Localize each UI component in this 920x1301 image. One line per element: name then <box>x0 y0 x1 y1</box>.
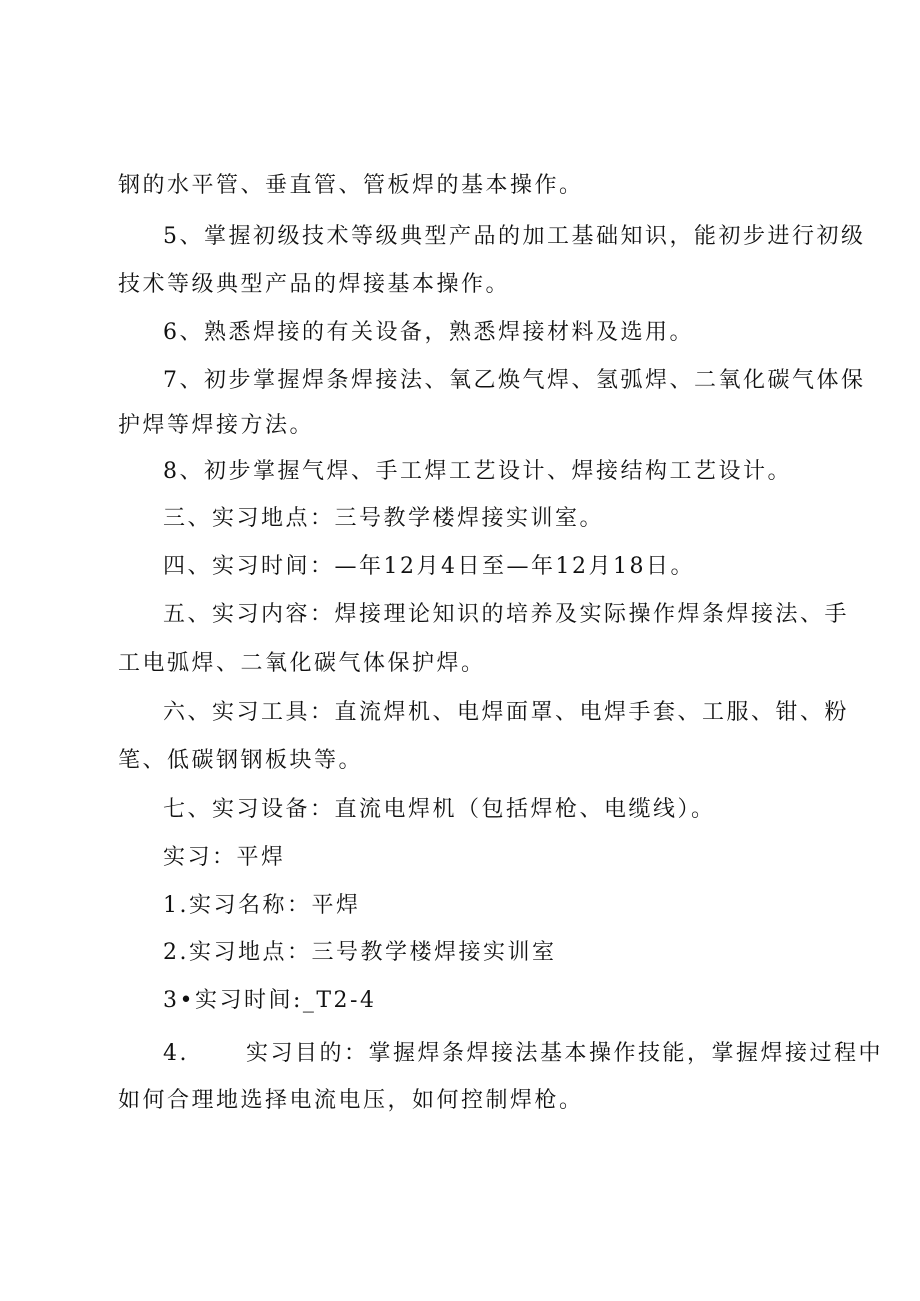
text-line: 技术等级典型产品的焊接基本操作。 <box>118 272 511 297</box>
text-line: 笔、低碳钢钢板块等。 <box>118 748 364 773</box>
text-line: 工电弧焊、二氧化碳气体保护焊。 <box>118 651 486 676</box>
text-line: 五、实习内容：焊接理论知识的培养及实际操作焊条焊接法、手 <box>163 602 850 627</box>
text-line: 护焊等焊接方法。 <box>118 413 315 438</box>
text-line: 实习：平焊 <box>163 845 286 870</box>
text-line: 如何合理地选择电流电压，如何控制焊枪。 <box>118 1088 584 1113</box>
text-line: 三、实习地点：三号教学楼焊接实训室。 <box>163 506 605 531</box>
text-line: 1.实习名称：平焊 <box>163 893 361 918</box>
text-line: 8、初步掌握气焊、手工焊工艺设计、焊接结构工艺设计。 <box>163 459 792 484</box>
text-line: 七、实习设备：直流电焊机（包括焊枪、电缆线）。 <box>163 797 716 822</box>
text-line: 7、初步掌握焊条焊接法、氧乙焕气焊、氢弧焊、二氧化碳气体保 <box>163 368 866 393</box>
text-line: 3•实习时间:_T2-4 <box>163 988 377 1013</box>
text-line: 4. 实习目的：掌握焊条焊接法基本操作技能，掌握焊接过程中 <box>163 1041 883 1066</box>
text-line: 四、实习时间：—年12月4日至—年12月18日。 <box>163 554 695 579</box>
text-line: 2.实习地点：三号教学楼焊接实训室 <box>163 940 557 965</box>
text-line: 5、掌握初级技术等级典型产品的加工基础知识，能初步进行初级 <box>163 224 866 249</box>
text-line: 六、实习工具：直流焊机、电焊面罩、电焊手套、工服、钳、粉 <box>163 700 850 725</box>
text-line: 6、熟悉焊接的有关设备，熟悉焊接材料及选用。 <box>163 320 694 345</box>
text-line: 钢的水平管、垂直管、管板焊的基本操作。 <box>118 173 584 198</box>
